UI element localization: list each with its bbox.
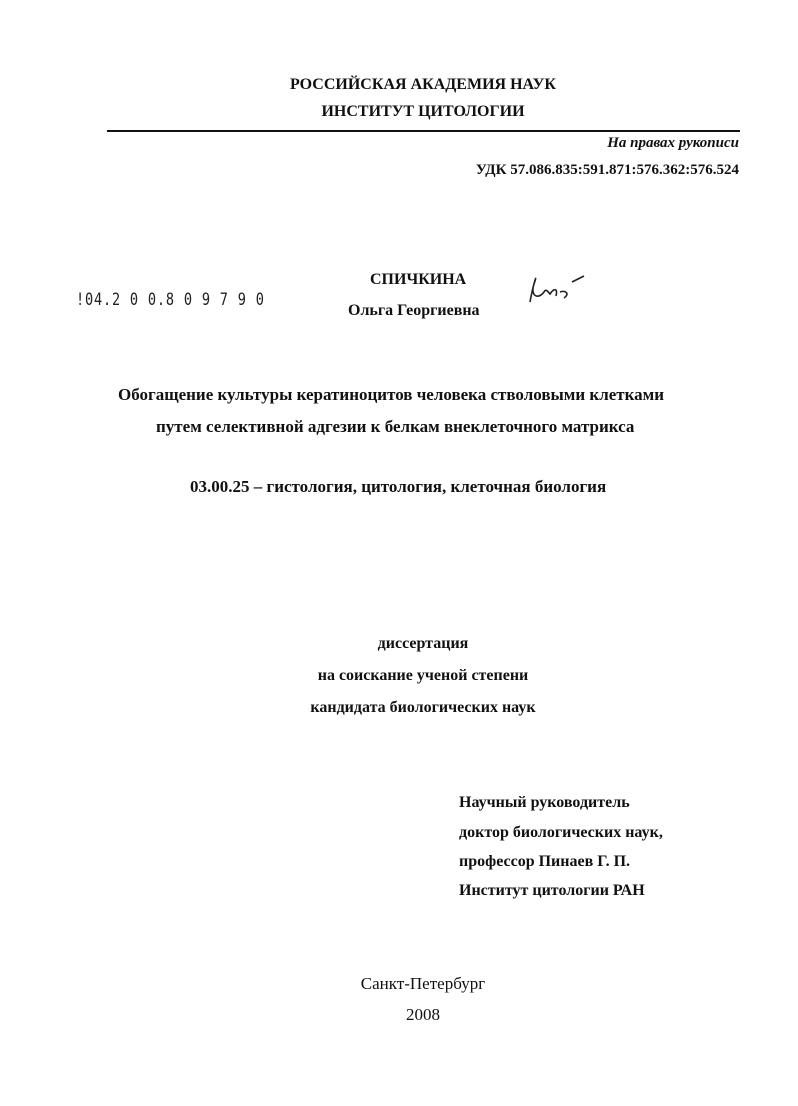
institute-name: ИНСТИТУТ ЦИТОЛОГИИ: [321, 103, 525, 120]
supervisor-affiliation: Институт цитологии РАН: [459, 882, 645, 899]
supervisor-label: Научный руководитель: [459, 794, 630, 811]
city: Санкт-Петербург: [360, 974, 486, 993]
supervisor-degree: доктор биологических наук,: [459, 824, 663, 841]
manuscript-rights: На правах рукописи: [607, 135, 739, 151]
library-stamp: !04.2 0 0.8 0 9 7 9 0: [76, 290, 265, 310]
academy-name: РОССИЙСКАЯ АКАДЕМИЯ НАУК: [289, 76, 556, 93]
signature-icon: [520, 270, 600, 310]
degree-name: кандидата биологических наук: [310, 699, 536, 716]
author-surname: СПИЧКИНА: [370, 271, 467, 288]
year: 2008: [406, 1005, 440, 1024]
degree-type: диссертация: [377, 635, 469, 652]
udc-code: УДК 57.086.835:591.871:576.362:576.524: [475, 162, 739, 178]
degree-purpose: на соискание ученой степени: [317, 667, 529, 684]
supervisor-name: профессор Пинаев Г. П.: [459, 853, 631, 870]
author-name: Ольга Георгиевна: [348, 302, 480, 319]
specialty: 03.00.25 – гистология, цитология, клеточная биология: [190, 477, 607, 496]
header-divider: [107, 130, 740, 132]
thesis-title-line1: Обогащение культуры кератиноцитов человека стволовыми клетками: [118, 385, 665, 404]
thesis-title-line2: путем селективной адгезии к белкам внеклеточного матрикса: [156, 417, 635, 436]
